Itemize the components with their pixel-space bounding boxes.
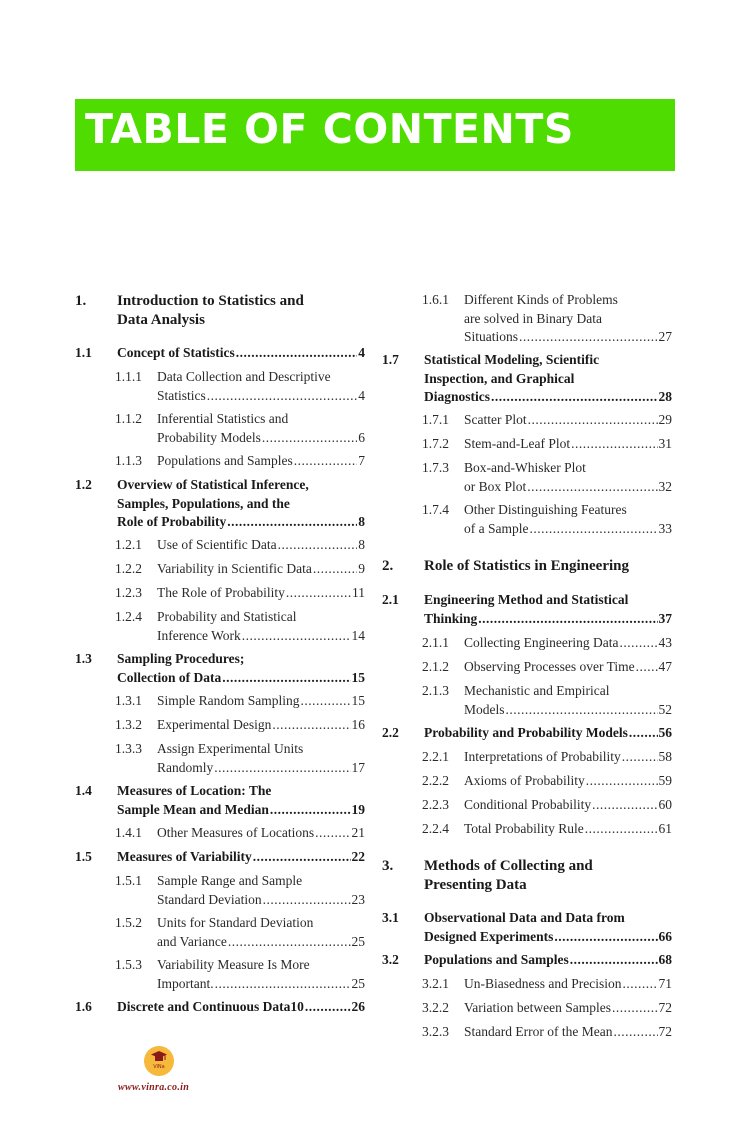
toc-entry-title-line: Discrete and Continuous Data10 <box>117 999 304 1014</box>
toc-entry-number: 3.2.2 <box>422 1000 449 1015</box>
toc-entry-number: 1.7.1 <box>422 412 449 427</box>
toc-page-number: 7 <box>358 453 365 468</box>
toc-entry-title-line: Interpretations of Probability <box>464 749 621 764</box>
toc-page-number: 58 <box>658 749 672 764</box>
toc-entry-title-line: Populations and Samples <box>157 453 293 468</box>
toc-page-number: 71 <box>658 976 672 991</box>
toc-entry-title-line: Scatter Plot <box>464 412 527 427</box>
toc-entry-title <box>464 501 672 538</box>
toc-entry-title-line: Assign Experimental Units <box>157 741 304 756</box>
toc-entry-number: 2.1.3 <box>422 683 449 698</box>
toc-entry-title <box>157 716 365 735</box>
toc-page-number: 17 <box>351 759 365 775</box>
dot-leader <box>207 387 357 406</box>
toc-entry-number: 1.2.2 <box>115 561 142 576</box>
toc-entry-title-line: Data Collection and Descriptive <box>157 369 331 384</box>
dot-leader <box>272 716 350 735</box>
toc-page-number: 43 <box>658 635 672 650</box>
toc-page-number: 21 <box>351 825 365 840</box>
dot-leader <box>305 998 351 1017</box>
toc-entry-title-line: Un-Biasedness and Precision <box>464 976 622 991</box>
toc-entry-title-line: Overview of Statistical Inference, <box>117 477 309 492</box>
toc-entry-title-line: Inferential Statistics and <box>157 411 289 426</box>
toc-entry-number: 1.5.2 <box>115 915 142 930</box>
toc-entry-title-line: Simple Random Sampling <box>157 693 300 708</box>
toc-entry-title <box>464 999 672 1018</box>
toc-entry-title <box>157 740 365 777</box>
dot-leader <box>301 692 351 711</box>
toc-page-number: 25 <box>351 933 365 949</box>
toc-entry-title-line: Observational Data and Data from <box>424 910 625 925</box>
toc-page-number: 68 <box>658 952 672 967</box>
toc-page-number: 19 <box>351 801 365 817</box>
toc-entry-title <box>464 682 672 719</box>
dot-leader <box>222 669 350 688</box>
toc-entry-title-line: Diagnostics <box>424 389 491 404</box>
toc-entry-title-line: Concept of Statistics <box>117 345 235 360</box>
toc-entry-title <box>424 951 672 970</box>
toc-page-number: 23 <box>351 891 365 907</box>
toc-entry-number: 2.2.4 <box>422 821 449 836</box>
toc-entry-number: 1.6.1 <box>422 292 449 307</box>
toc-entry-title-line: or Box Plot <box>464 478 527 494</box>
toc-page-number: 72 <box>658 1024 672 1039</box>
toc-entry-title-line: of a Sample <box>464 520 529 536</box>
toc-entry-number: 2.2 <box>382 725 399 740</box>
toc-entry-title-line: are solved in Binary Data <box>464 310 602 326</box>
toc-entry-title-line: Different Kinds of Problems <box>464 292 618 307</box>
toc-entry-number: 1.1.1 <box>115 369 142 384</box>
toc-entry-title-line: Box-and-Whisker Plot <box>464 460 586 475</box>
toc-entry-title <box>424 857 672 895</box>
toc-entry-title-line: Sampling Procedures; <box>117 651 245 666</box>
toc-entry-title-line: Observing Processes over Time <box>464 659 635 674</box>
toc-entry-title-line: Measures of Variability <box>117 849 252 864</box>
dot-leader <box>622 975 657 994</box>
toc-entry-title-line: and Variance <box>157 933 227 949</box>
toc-entry-title-line: Thinking <box>424 610 478 626</box>
toc-entry-title <box>464 1023 672 1042</box>
toc-page-number: 4 <box>358 387 365 403</box>
dot-leader <box>571 435 657 454</box>
dot-leader <box>519 328 657 347</box>
toc-entry-title-line: Variability in Scientific Data <box>157 561 312 576</box>
toc-entry-number: 1.2 <box>75 477 92 492</box>
toc-page-number: 9 <box>358 561 365 576</box>
toc-page-number: 26 <box>351 999 365 1014</box>
toc-entry-title-line: Inference Work <box>157 627 241 643</box>
toc-entry-number: 3. <box>382 858 394 874</box>
toc-entry-title-line: Data Analysis <box>117 312 205 328</box>
toc-entry-title-line: Conditional Probability <box>464 797 592 812</box>
toc-page-number: 8 <box>358 514 365 529</box>
toc-entry-title <box>464 634 672 653</box>
toc-entry-title <box>464 975 672 994</box>
toc-entry-number: 2.1 <box>382 592 399 607</box>
dot-leader <box>619 634 657 653</box>
dot-leader <box>478 610 657 629</box>
dot-leader <box>592 796 657 815</box>
toc-entry-title <box>464 459 672 496</box>
dot-leader <box>263 891 351 910</box>
toc-entry-number: 2.1.2 <box>422 659 449 674</box>
dot-leader <box>622 748 658 767</box>
toc-entry-number: 1.3 <box>75 651 92 666</box>
toc-entry-number: 3.2.1 <box>422 976 449 991</box>
toc-page-number: 31 <box>658 436 672 451</box>
toc-page-number: 25 <box>351 975 365 991</box>
toc-entry-title-line: Variation between Samples <box>464 1000 611 1015</box>
dot-leader <box>294 452 358 471</box>
toc-page-number: 32 <box>658 478 672 494</box>
toc-entry-number: 2.2.3 <box>422 797 449 812</box>
toc-page-number: 52 <box>658 701 672 717</box>
toc-page-number: 33 <box>658 520 672 536</box>
dot-leader <box>585 820 658 839</box>
toc-page-number: 11 <box>352 585 365 600</box>
toc-entry-title <box>157 410 365 447</box>
website-link[interactable]: www.vinra.co.in <box>118 1082 190 1093</box>
toc-entry-title-line: Methods of Collecting and <box>424 858 593 874</box>
dot-leader <box>313 560 357 579</box>
toc-page-number: 29 <box>658 412 672 427</box>
toc-entry-title <box>464 435 672 454</box>
toc-entry-number: 1.1.3 <box>115 453 142 468</box>
toc-entry-title <box>117 476 365 532</box>
toc-entry-title-line: Designed Experiments <box>424 928 554 944</box>
toc-entry-title <box>464 748 672 767</box>
toc-entry-title-line: Presenting Data <box>424 877 527 893</box>
toc-entry-title-line: Collecting Engineering Data <box>464 635 619 650</box>
toc-entry-title <box>117 650 365 687</box>
toc-entry-number: 1.2.3 <box>115 585 142 600</box>
toc-entry-title <box>117 782 365 819</box>
toc-entry-title-line: Standard Error of the Mean <box>464 1024 613 1039</box>
toc-entry-number: 3.1 <box>382 910 399 925</box>
dot-leader <box>236 344 358 363</box>
dot-leader <box>629 724 658 743</box>
dot-leader <box>286 584 351 603</box>
toc-entry-title-line: Sample Mean and Median <box>117 801 269 817</box>
toc-entry-number: 2. <box>382 558 394 574</box>
dot-leader <box>228 933 351 952</box>
toc-entry-title-line: Role of Probability <box>117 514 227 529</box>
toc-entry-title-line: Other Distinguishing Features <box>464 502 627 517</box>
toc-entry-number: 1.7.4 <box>422 502 449 517</box>
toc-page-number: 15 <box>351 693 365 708</box>
toc-entry-title <box>157 914 365 951</box>
toc-entry-title-line: Standard Deviation <box>157 891 262 907</box>
toc-entry-title <box>157 872 365 909</box>
toc-entry-title <box>424 724 672 743</box>
toc-entry-title <box>117 998 365 1017</box>
toc-page-number: 47 <box>658 659 672 674</box>
toc-page-number: 14 <box>351 627 365 643</box>
toc-entry-number: 1.7.3 <box>422 460 449 475</box>
toc-page-number: 22 <box>351 849 365 864</box>
toc-entry-title-line: Measures of Location: The <box>117 783 272 798</box>
toc-entry-number: 1.2.1 <box>115 537 142 552</box>
toc-entry-title-line: Variability Measure Is More <box>157 957 310 972</box>
toc-entry-title-line: Statistical Modeling, Scientific <box>424 352 600 367</box>
toc-entry-title <box>464 411 672 430</box>
toc-entry-title-line: Introduction to Statistics and <box>117 293 304 309</box>
toc-entry-number: 1.6 <box>75 999 92 1014</box>
graduation-cap-icon <box>151 1051 167 1063</box>
toc-entry-title <box>157 368 365 405</box>
toc-entry-title <box>157 452 365 471</box>
toc-entry-number: 1.2.4 <box>115 609 142 624</box>
toc-entry-title <box>157 584 365 603</box>
toc-entry-number: 1.5.1 <box>115 873 142 888</box>
publisher-logo <box>144 1046 174 1076</box>
dot-leader <box>253 848 351 867</box>
toc-entry-number: 1.3.2 <box>115 717 142 732</box>
toc-entry-title-line: Axioms of Probability <box>464 773 585 788</box>
toc-page-number: 27 <box>658 329 672 344</box>
logo-caption: ViNa <box>153 1064 165 1070</box>
toc-entry-number: 1.7 <box>382 352 399 367</box>
page-title: TABLE OF CONTENTS <box>85 105 574 153</box>
toc-page-number: 6 <box>358 429 365 445</box>
toc-page-number: 61 <box>658 821 672 836</box>
toc-entry-number: 1.4 <box>75 783 92 798</box>
toc-entry-title-line: Inspection, and Graphical <box>424 370 575 386</box>
toc-entry-title-line: Probability and Statistical <box>157 609 297 624</box>
toc-entry-title-line: Units for Standard Deviation <box>157 915 314 930</box>
toc-entry-title <box>117 292 365 330</box>
toc-entry-title <box>464 658 672 677</box>
toc-entry-title-line: Populations and Samples <box>424 952 569 967</box>
toc-entry-number: 1. <box>75 293 87 309</box>
toc-entry-title <box>157 536 365 555</box>
toc-entry-title <box>157 608 365 645</box>
toc-entry-title <box>117 848 365 867</box>
toc-entry-title <box>117 344 365 363</box>
toc-page-number: 16 <box>351 717 365 732</box>
dot-leader <box>270 801 351 820</box>
toc-page-number: 28 <box>658 389 672 404</box>
toc-entry-title-line: Other Measures of Locations <box>157 825 315 840</box>
dot-leader <box>612 999 658 1018</box>
toc-entry-title-line: Probability Models <box>157 429 261 445</box>
dot-leader <box>570 951 658 970</box>
dot-leader <box>315 824 350 843</box>
toc-entry-title-line: Statistics <box>157 387 206 403</box>
toc-page-number: 4 <box>358 345 365 360</box>
dot-leader <box>586 772 658 791</box>
toc-entry-number: 2.2.1 <box>422 749 449 764</box>
toc-entry-title-line: Total Probability Rule <box>464 821 584 836</box>
toc-entry-title <box>157 692 365 711</box>
toc-entry-title-line: Use of Scientific Data <box>157 537 277 552</box>
toc-entry-number: 1.3.3 <box>115 741 142 756</box>
toc-entry-title-line: Models <box>464 701 505 717</box>
toc-entry-number: 1.7.2 <box>422 436 449 451</box>
dot-leader <box>528 411 658 430</box>
toc-page-number: 60 <box>658 797 672 812</box>
toc-entry-title-line: Stem-and-Leaf Plot <box>464 436 571 451</box>
toc-page-number: 15 <box>351 669 365 685</box>
dot-leader <box>278 536 358 555</box>
toc-entry-title <box>157 824 365 843</box>
toc-entry-number: 1.3.1 <box>115 693 142 708</box>
toc-entry-title <box>464 291 672 347</box>
toc-entry-number: 1.4.1 <box>115 825 142 840</box>
toc-entry-title-line: Important. <box>157 975 214 991</box>
toc-entry-title <box>157 956 365 993</box>
toc-entry-title-line: Experimental Design <box>157 717 272 732</box>
toc-entry-title-line: Role of Statistics in Engineering <box>424 558 629 574</box>
dot-leader <box>262 429 357 448</box>
dot-leader <box>527 478 657 497</box>
toc-page-number: 72 <box>658 1000 672 1015</box>
toc-entry-title <box>424 351 672 407</box>
toc-page-number: 56 <box>658 725 672 740</box>
toc-entry-title-line: Collection of Data <box>117 669 222 685</box>
toc-entry-title <box>464 772 672 791</box>
dot-leader <box>214 759 350 778</box>
dot-leader <box>636 658 658 677</box>
toc-entry-title <box>424 591 672 628</box>
toc-entry-title-line: Situations <box>464 329 519 344</box>
dot-leader <box>529 520 657 539</box>
toc-page-number: 59 <box>658 773 672 788</box>
toc-entry-number: 2.1.1 <box>422 635 449 650</box>
toc-entry-number: 1.1.2 <box>115 411 142 426</box>
toc-page-number: 8 <box>358 537 365 552</box>
dot-leader <box>242 627 351 646</box>
toc-entry-title <box>424 909 672 946</box>
toc-entry-title-line: Randomly <box>157 759 214 775</box>
toc-entry-title-line: Engineering Method and Statistical <box>424 592 629 607</box>
toc-entry-title-line: Sample Range and Sample <box>157 873 303 888</box>
toc-entry-number: 1.1 <box>75 345 92 360</box>
toc-entry-number: 1.5 <box>75 849 92 864</box>
dot-leader <box>554 928 657 947</box>
dot-leader <box>506 701 658 720</box>
toc-entry-title-line: Samples, Populations, and the <box>117 495 290 511</box>
toc-entry-title-line: Mechanistic and Empirical <box>464 683 610 698</box>
toc-entry-title <box>424 557 672 576</box>
toc-entry-title <box>464 796 672 815</box>
title-banner <box>75 99 675 171</box>
toc-entry-title <box>157 560 365 579</box>
toc-entry-number: 1.5.3 <box>115 957 142 972</box>
dot-leader <box>215 975 351 994</box>
dot-leader <box>613 1023 657 1042</box>
toc-entry-number: 2.2.2 <box>422 773 449 788</box>
toc-entry-title <box>464 820 672 839</box>
toc-entry-title-line: The Role of Probability <box>157 585 285 600</box>
toc-entry-number: 3.2 <box>382 952 399 967</box>
dot-leader <box>491 388 657 407</box>
dot-leader <box>227 513 357 532</box>
toc-page-number: 37 <box>658 610 672 626</box>
toc-entry-title-line: Probability and Probability Models <box>424 725 628 740</box>
toc-page-number: 66 <box>658 928 672 944</box>
toc-entry-number: 3.2.3 <box>422 1024 449 1039</box>
